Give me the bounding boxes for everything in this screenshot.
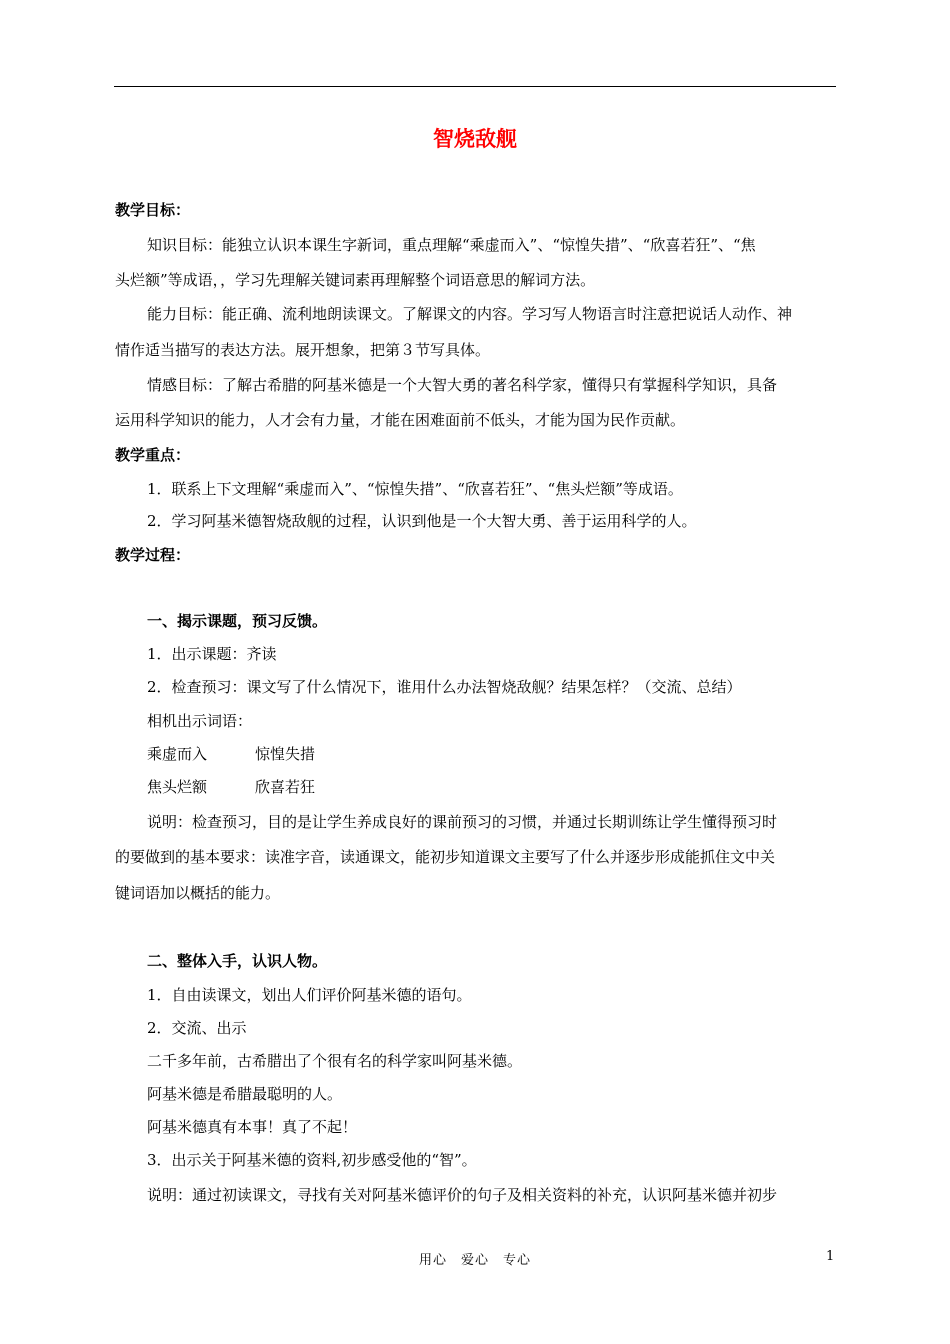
document-title: 智烧敌舰	[433, 127, 517, 151]
section-2-note-line-1: 说明：通过初读课文，寻找有关对阿基米德评价的句子及相关资料的补充，认识阿基米德并初步	[147, 1186, 778, 1204]
section-2-item-1: 1．自由读课文，划出人们评价阿基米德的语句。	[147, 986, 472, 1004]
section-2-quote-2: 阿基米德是希腊最聪明的人。	[147, 1085, 343, 1103]
section-1-item-2: 2．检查预习：课文写了什么情况下，谁用什么办法智烧敌舰？结果怎样？（交流、总结）	[147, 678, 742, 696]
heading-process: 教学过程：	[115, 546, 191, 564]
section-1-note-line-2: 的要做到的基本要求：读准字音，读通课文，能初步知道课文主要写了什么并逐步形成能抓住文中关	[115, 848, 776, 866]
word-row-1	[147, 744, 315, 764]
section-2-heading: 二、整体入手，认识人物。	[147, 952, 328, 970]
emotion-objective-line-2: 运用科学知识的能力，人才会有力量，才能在困难面前不低头，才能为国为民作贡献。	[115, 411, 686, 429]
heading-objectives: 教学目标：	[115, 201, 191, 219]
ability-objective-line-1: 能力目标：能正确、流利地朗读课文。了解课文的内容。学习写人物语言时注意把说话人动作、神	[147, 305, 793, 323]
section-2-item-2: 2．交流、出示	[147, 1019, 247, 1037]
word-cheng-xu-er-ru: 乘虚而入	[147, 745, 208, 763]
word-row-2	[147, 777, 315, 797]
knowledge-objective-line-2: 头烂额”等成语，，学习先理解关键词素再理解整个词语意思的解词方法。	[115, 271, 596, 289]
word-jing-huang-shi-cuo: 惊惶失措	[255, 745, 316, 763]
key-point-2: 2．学习阿基米德智烧敌舰的过程，认识到他是一个大智大勇、善于运用科学的人。	[147, 512, 697, 530]
section-1-item-1: 1．出示课题：齐读	[147, 645, 277, 663]
page-number: 1	[826, 1249, 835, 1264]
section-2-quote-3: 阿基米德真有本事！真了不起！	[147, 1118, 358, 1136]
word-xin-xi-ruo-kuang: 欣喜若狂	[255, 778, 316, 796]
section-2-item-3: 3．出示关于阿基米德的资料,初步感受他的“智”。	[147, 1151, 477, 1169]
key-point-1: 1．联系上下文理解“乘虚而入”、“惊惶失措”、“欣喜若狂”、“焦头烂额”等成语。	[147, 480, 683, 498]
ability-objective-line-2: 情作适当描写的表达方法。展开想象，把第３节写具体。	[115, 341, 491, 359]
section-2-quote-1: 二千多年前，古希腊出了个很有名的科学家叫阿基米德。	[147, 1052, 523, 1070]
emotion-objective-line-1: 情感目标：了解古希腊的阿基米德是一个大智大勇的著名科学家，懂得只有掌握科学知识，具备	[147, 376, 778, 394]
header-rule	[114, 86, 836, 87]
section-1-heading: 一、揭示课题，预习反馈。	[147, 612, 328, 630]
section-1-note-line-1: 说明：检查预习，目的是让学生养成良好的课前预习的习惯，并通过长期训练让学生懂得预习时	[147, 813, 778, 831]
heading-key-points: 教学重点：	[115, 446, 191, 464]
footer-text: 用心 爱心 专心	[418, 1253, 531, 1268]
section-1-show-words: 相机出示词语：	[147, 712, 253, 730]
knowledge-objective-line-1: 知识目标：能独立认识本课生字新词，重点理解“乘虚而入”、“惊惶失措”、“欣喜若狂”、“焦	[147, 236, 756, 254]
word-jiao-tou-lan-e: 焦头烂额	[147, 778, 208, 796]
section-1-note-line-3: 键词语加以概括的能力。	[115, 884, 281, 902]
